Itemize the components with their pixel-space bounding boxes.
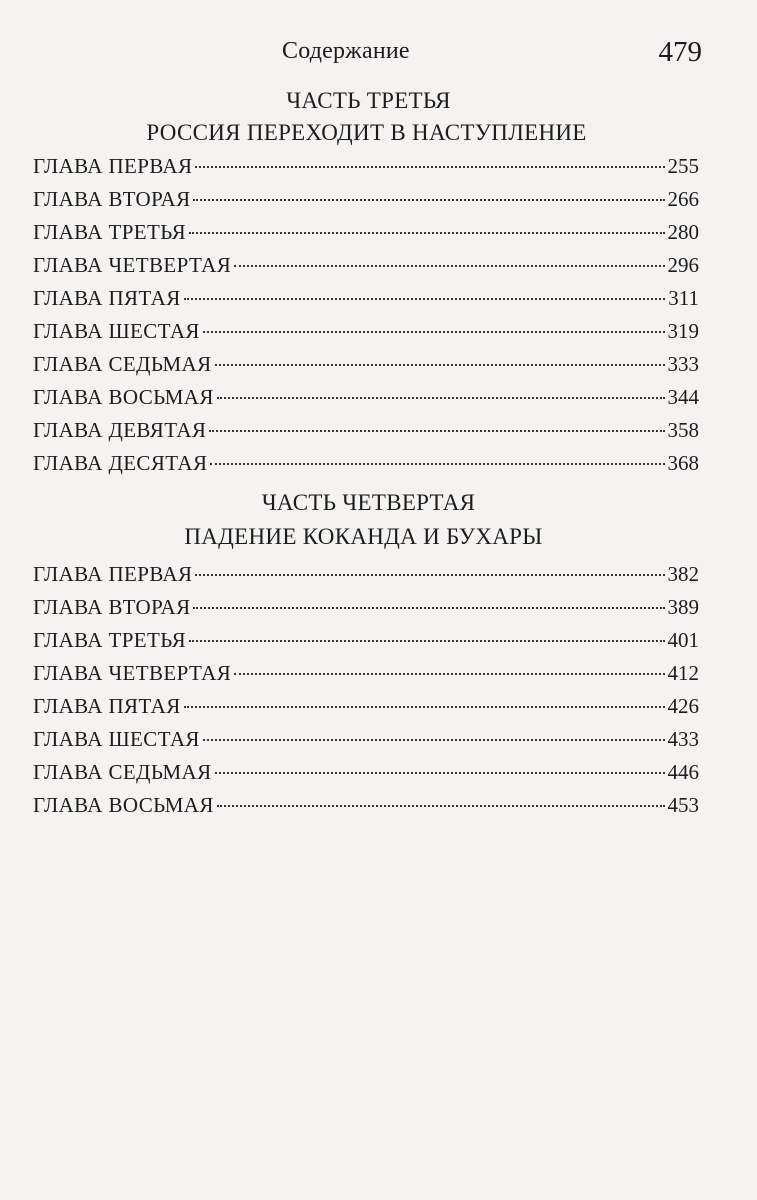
- toc-entry: [33, 661, 699, 694]
- toc-entry-label: ГЛАВА ДЕСЯТАЯ: [33, 451, 208, 475]
- dot-leader: [215, 364, 665, 366]
- toc-entry-page: 453: [667, 793, 699, 817]
- toc-entry-page: 382: [667, 562, 699, 586]
- toc-entry: [33, 154, 699, 187]
- toc-entry-label: ГЛАВА СЕДЬМАЯ: [33, 760, 212, 784]
- toc-entry-page: 319: [667, 319, 699, 343]
- running-head: Содержание: [282, 38, 410, 64]
- part-four-title: ПАДЕНИЕ КОКАНДА И БУХАРЫ: [184, 524, 543, 549]
- toc-part-four: [33, 562, 699, 826]
- toc-entry-page: 266: [667, 187, 699, 211]
- toc-entry: [33, 595, 699, 628]
- toc-entry: [33, 385, 699, 418]
- toc-entry-page: 412: [667, 661, 699, 685]
- toc-entry: [33, 253, 699, 286]
- toc-entry: [33, 628, 699, 661]
- toc-entry-page: 358: [667, 418, 699, 442]
- dot-leader: [193, 199, 664, 201]
- toc-entry-label: ГЛАВА ВТОРАЯ: [33, 595, 191, 619]
- toc-entry-page: 311: [668, 286, 699, 310]
- toc-entry-label: ГЛАВА ВОСЬМАЯ: [33, 793, 214, 817]
- toc-entry-page: 344: [667, 385, 699, 409]
- toc-entry: [33, 319, 699, 352]
- toc-entry-label: ГЛАВА СЕДЬМАЯ: [33, 352, 212, 376]
- toc-entry: [33, 286, 699, 319]
- toc-entry: [33, 793, 699, 826]
- dot-leader: [189, 640, 665, 642]
- toc-entry: [33, 220, 699, 253]
- part-three-title: РОССИЯ ПЕРЕХОДИТ В НАСТУПЛЕНИЕ: [146, 120, 587, 145]
- toc-entry: [33, 187, 699, 220]
- dot-leader: [184, 298, 666, 300]
- toc-entry-page: 433: [667, 727, 699, 751]
- dot-leader: [195, 166, 664, 168]
- toc-entry: [33, 451, 699, 484]
- toc-entry: [33, 727, 699, 760]
- toc-entry-label: ГЛАВА ПЕРВАЯ: [33, 154, 193, 178]
- toc-entry: [33, 760, 699, 793]
- toc-entry-page: 333: [667, 352, 699, 376]
- toc-entry: [33, 694, 699, 727]
- dot-leader: [210, 463, 664, 465]
- toc-entry: [33, 418, 699, 451]
- toc-entry: [33, 562, 699, 595]
- toc-entry-label: ГЛАВА ЧЕТВЕРТАЯ: [33, 253, 232, 277]
- part-three-heading: ЧАСТЬ ТРЕТЬЯ: [286, 88, 451, 113]
- dot-leader: [184, 706, 665, 708]
- toc-entry-page: 401: [667, 628, 699, 652]
- toc-entry-page: 296: [667, 253, 699, 277]
- toc-entry-label: ГЛАВА ПЕРВАЯ: [33, 562, 193, 586]
- toc-entry-label: ГЛАВА ТРЕТЬЯ: [33, 220, 186, 244]
- toc-entry-page: 426: [667, 694, 699, 718]
- page-number: 479: [658, 36, 702, 68]
- toc-entry-page: 255: [667, 154, 699, 178]
- toc-entry: [33, 352, 699, 385]
- dot-leader: [209, 430, 664, 432]
- dot-leader: [217, 805, 665, 807]
- toc-entry-label: ГЛАВА ВТОРАЯ: [33, 187, 191, 211]
- dot-leader: [234, 673, 664, 675]
- dot-leader: [195, 574, 664, 576]
- dot-leader: [234, 265, 664, 267]
- part-four-heading: ЧАСТЬ ЧЕТВЕРТАЯ: [261, 490, 476, 515]
- toc-entry-page: 368: [667, 451, 699, 475]
- toc-entry-label: ГЛАВА ТРЕТЬЯ: [33, 628, 186, 652]
- toc-entry-label: ГЛАВА ДЕВЯТАЯ: [33, 418, 207, 442]
- toc-entry-label: ГЛАВА ШЕСТАЯ: [33, 319, 200, 343]
- dot-leader: [217, 397, 665, 399]
- dot-leader: [215, 772, 665, 774]
- dot-leader: [189, 232, 665, 234]
- toc-entry-label: ГЛАВА ПЯТАЯ: [33, 694, 181, 718]
- dot-leader: [203, 331, 665, 333]
- toc-entry-page: 446: [667, 760, 699, 784]
- toc-entry-page: 389: [667, 595, 699, 619]
- dot-leader: [203, 739, 665, 741]
- toc-entry-label: ГЛАВА ВОСЬМАЯ: [33, 385, 214, 409]
- toc-entry-label: ГЛАВА ПЯТАЯ: [33, 286, 181, 310]
- toc-part-three: [33, 154, 699, 484]
- toc-entry-label: ГЛАВА ШЕСТАЯ: [33, 727, 200, 751]
- toc-entry-page: 280: [667, 220, 699, 244]
- dot-leader: [193, 607, 664, 609]
- toc-entry-label: ГЛАВА ЧЕТВЕРТАЯ: [33, 661, 232, 685]
